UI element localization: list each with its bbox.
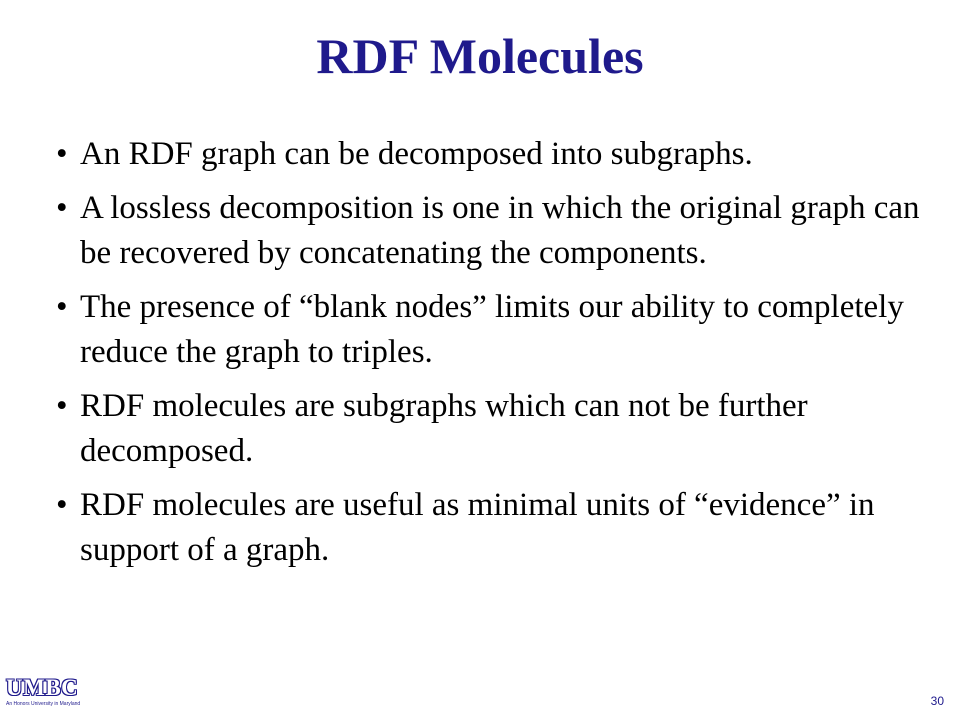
bullet-list (56, 132, 926, 582)
bullet-item (56, 186, 926, 276)
page-number: 30 (930, 694, 944, 708)
bullet-item (56, 285, 926, 375)
umbc-logo (6, 676, 98, 708)
logo-text: UMBC (6, 675, 79, 700)
bullet-marker: • (56, 487, 68, 523)
bullet-text: A lossless decomposition is one in which the original graph can be recovered by concatenating the components. (80, 190, 920, 271)
bullet-marker: • (56, 388, 68, 424)
bullet-text: RDF molecules are subgraphs which can not be further decomposed. (80, 388, 808, 469)
bullet-item (56, 384, 926, 474)
bullet-text: RDF molecules are useful as minimal units of “evidence” in support of a graph. (80, 487, 875, 568)
logo-tagline: An Honors University in Maryland (6, 701, 81, 707)
bullet-marker: • (56, 289, 68, 325)
slide-title: RDF Molecules (316, 28, 644, 84)
bullet-item (56, 483, 926, 573)
bullet-item (56, 132, 926, 177)
bullet-marker: • (56, 136, 68, 172)
bullet-text: The presence of “blank nodes” limits our ability to completely reduce the graph to triples. (80, 289, 904, 370)
bullet-marker: • (56, 190, 68, 226)
bullet-text: An RDF graph can be decomposed into subgraphs. (80, 136, 753, 172)
